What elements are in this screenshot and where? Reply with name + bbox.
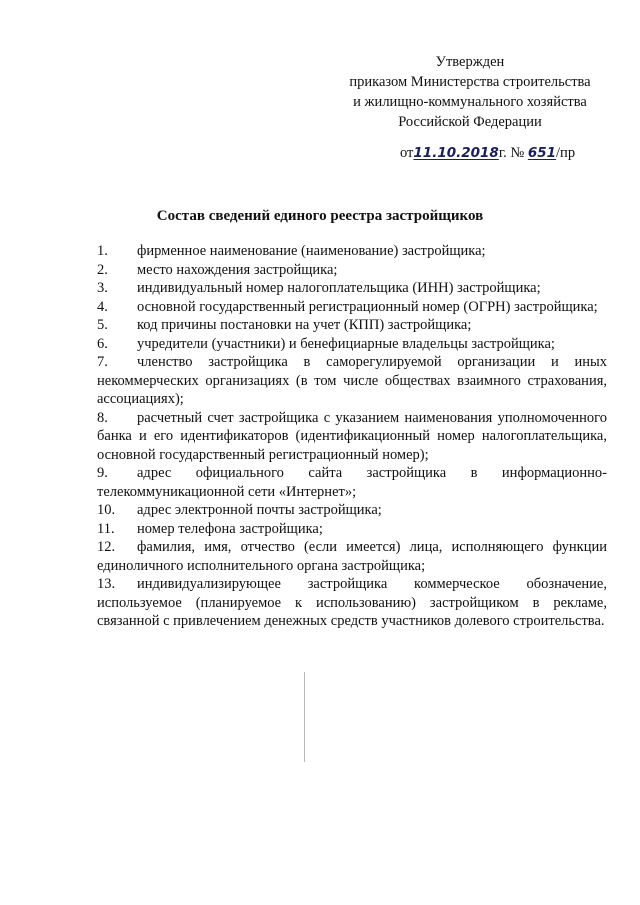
approval-heading: Утвержден — [435, 54, 505, 70]
list-item — [97, 538, 607, 575]
list-item — [97, 335, 607, 354]
list-item-number: 4. — [97, 298, 108, 315]
order-number-label: г. № — [498, 145, 525, 161]
list-item-text: учредители (участники) и бенефициарные владельцы застройщика; — [137, 335, 555, 352]
list-item-number: 3. — [97, 280, 108, 296]
list-item-number: 6. — [97, 335, 108, 352]
approval-stamp — [330, 52, 610, 132]
order-date-handwritten: 11.10.2018 — [413, 145, 499, 161]
list-item — [97, 279, 607, 298]
list-item — [97, 242, 607, 261]
list-item-number: 11. — [97, 520, 115, 537]
list-item-text: адрес официального сайта застройщика в информационно-телекоммуникационной сети «Интернет»; — [97, 465, 607, 500]
list-item — [97, 501, 607, 520]
list-item-text: место нахождения застройщика; — [137, 261, 338, 278]
list-item-text: фирменное наименование (наименование) застройщика; — [137, 243, 486, 259]
list-item — [97, 464, 607, 501]
approval-line: приказом Министерства строительства — [349, 74, 591, 90]
order-prefix: от — [400, 145, 414, 161]
order-number-handwritten: 651 — [527, 145, 557, 161]
list-item-text: расчетный счет застройщика с указанием наименования уполномоченного банка и его идентификаторов (идентификационный номер налогоплательщика, основной государственный регистрационный номер); — [97, 409, 607, 463]
order-suffix: /пр — [556, 145, 576, 161]
list-item-text: индивидуальный номер налогоплательщика (ИНН) застройщика; — [137, 280, 541, 296]
list-item-number: 2. — [97, 261, 108, 278]
list-item — [97, 298, 607, 317]
list-item — [97, 575, 607, 631]
list-item-text: основной государственный регистрационный номер (ОГРН) застройщика; — [137, 298, 598, 315]
approval-line: Российской Федерации — [398, 114, 542, 130]
list-item — [97, 261, 607, 280]
order-reference — [400, 143, 575, 163]
list-item-number: 12. — [97, 539, 116, 555]
list-item-text: адрес электронной почты застройщика; — [137, 502, 382, 518]
list-item — [97, 409, 607, 465]
list-item-number: 5. — [97, 317, 108, 333]
list-item-number: 10. — [97, 502, 116, 518]
items-list — [97, 242, 607, 631]
list-item-number: 9. — [97, 465, 108, 481]
list-item-text: индивидуализирующее застройщика коммерческое обозначение, используемое (планируемое к использованию) застройщиком в рекламе, связанной с привлечением денежных средств участников долевого строительства. — [97, 576, 607, 629]
document-title: Состав сведений единого реестра застройщиков — [156, 208, 484, 224]
list-item — [97, 520, 607, 539]
list-item-number: 7. — [97, 354, 108, 370]
list-item — [97, 353, 607, 409]
list-item-number: 8. — [97, 409, 108, 426]
list-item — [97, 316, 607, 335]
vertical-divider-line — [304, 672, 305, 762]
list-item-number: 1. — [97, 243, 108, 259]
list-item-text: код причины постановки на учет (КПП) застройщика; — [137, 317, 472, 333]
list-item-text: номер телефона застройщика; — [137, 520, 323, 537]
approval-line: и жилищно-коммунального хозяйства — [353, 94, 587, 110]
list-item-number: 13. — [97, 576, 116, 592]
list-item-text: членство застройщика в саморегулируемой организации и иных некоммерческих организациях (в том числе обществах взаимного страхования, ассоциациях); — [97, 354, 607, 407]
list-item-text: фамилия, имя, отчество (если имеется) лица, исполняющего функции единоличного исполнительного органа застройщика; — [97, 539, 607, 574]
